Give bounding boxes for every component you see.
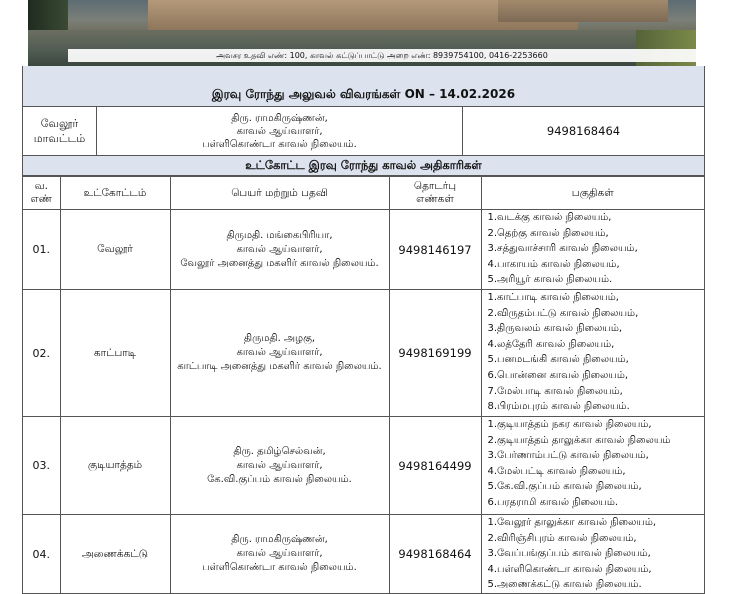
table-header-row [23,177,704,210]
row-subdivision: வேலூர் [60,210,170,290]
header-areas: பகுதிகள் [481,177,704,210]
row-sno: 02. [23,290,60,417]
district-officer [97,107,463,155]
row-areas: 1.குடியாத்தம் நகர காவல் நிலையம், 2.குடியாத்தம் தாலுக்கா காவல் நிலையம் 3.பேர்ணாம்பட்டு காவல் நிலையம், 4.மேல்பட்டி காவல் நிலையம், 5.கே.வி.குப்பம் காவல் நிலையம், 6.பரதராமி காவல் நிலையம். [481,417,704,515]
row-sno: 04. [23,515,60,594]
helpline-strip: அவசர உதவி எண்: 100, காவல் கட்டுப்பாட்டு அறை எண்: 8939754100, 0416-2253660 [68,49,696,62]
row-officer: திரு. தமிழ்செல்வன், காவல் ஆய்வாளர், கே.வி.குப்பம் காவல் நிலையம். [170,417,389,515]
row-officer: திரு. ராமகிருஷ்ணன், காவல் ஆய்வாளர், பள்ளிகொண்டா காவல் நிலையம். [170,515,389,594]
district-label [23,107,97,155]
row-officer: திருமதி. மங்கைபிரியா, காவல் ஆய்வாளர், வேலூர் அனைத்து மகளிர் காவல் நிலையம். [170,210,389,290]
district-label-line1: வேலூர் [40,117,79,130]
row-phone: 9498169199 [389,290,481,417]
district-officer-name: திரு. ராமகிருஷ்ணன், [231,112,328,124]
district-phone: 9498168464 [546,124,621,138]
row-officer: திருமதி. அழகு, காவல் ஆய்வாளர், காட்பாடி அனைத்து மகளிர் காவல் நிலையம். [170,290,389,417]
district-officer-designation: காவல் ஆய்வாளர், [236,125,323,137]
table-row [23,290,704,417]
report-title: இரவு ரோந்து அலுவல் விவரங்கள் ON – 14.02.2026 [23,66,704,107]
row-subdivision: குடியாத்தம் [60,417,170,515]
banner-fort-bastion [498,0,668,22]
row-areas: 1.வேலூர் தாலுக்கா காவல் நிலையம், 2.விரிஞ்சிபுரம் காவல் நிலையம், 3.வேப்பங்குப்பம் காவல் நிலையம், 4.பள்ளிகொண்டா காவல் நிலையம், 5.அணைக்கட்டு காவல் நிலையம். [481,515,704,594]
row-sno: 01. [23,210,60,290]
district-officer-station: பள்ளிகொண்டா காவல் நிலையம். [202,138,357,150]
row-phone: 9498164499 [389,417,481,515]
table-row [23,417,704,515]
row-sno: 03. [23,417,60,515]
table-row [23,515,704,594]
row-areas: 1.காட்பாடி காவல் நிலையம், 2.விருதம்பட்டு காவல் நிலையம், 3.திருவலம் காவல் நிலையம், 4.லத்தேரி காவல் நிலையம், 5.பனமடங்கி காவல் நிலையம், 6.பொன்னை காவல் நிலையம், 7.மேல்பாடி காவல் நிலையம், 8.பிரம்மபுரம் காவல் நிலையம். [481,290,704,417]
table-row [23,210,704,290]
header-banner-photo [28,0,696,66]
header-contact: தொடர்பு எண்கள் [389,177,481,210]
header-subdivision: உட்கோட்டம் [60,177,170,210]
district-officer-row [23,107,704,156]
row-phone: 9498146197 [389,210,481,290]
report-sheet [22,66,705,594]
row-areas: 1.வடக்கு காவல் நிலையம், 2.தெற்கு காவல் நிலையம், 3.சத்துவாச்சாரி காவல் நிலையம், 4.பாகாயம் காவல் நிலையம், 5.அரியூர் காவல் நிலையம். [481,210,704,290]
row-subdivision: அணைக்கட்டு [60,515,170,594]
header-name-rank: பெயர் மற்றும் பதவி [170,177,389,210]
patrol-officers-table [23,176,704,594]
district-label-line2: மாவட்டம் [33,132,86,145]
row-phone: 9498168464 [389,515,481,594]
header-sno: வ. எண் [23,177,60,210]
row-subdivision: காட்பாடி [60,290,170,417]
section-title: உட்கோட்ட இரவு ரோந்து காவல் அதிகாரிகள் [23,156,704,176]
